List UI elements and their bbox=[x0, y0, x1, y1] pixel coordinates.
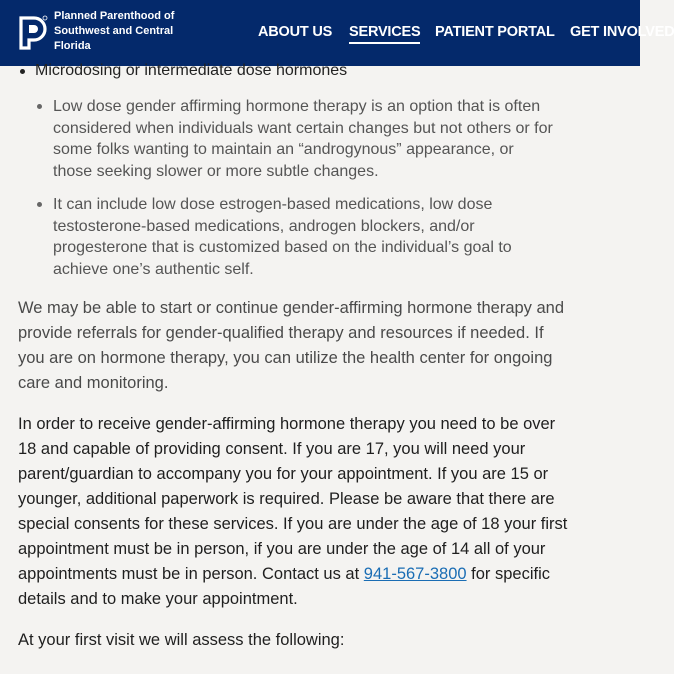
bullet-icon bbox=[20, 69, 25, 74]
bullet-text: Microdosing or intermediate dose hormones bbox=[35, 62, 348, 79]
list-item bbox=[35, 62, 347, 80]
sub-bullet-text-1: Low dose gender affirming hormone therapy is an option that is often considered when individuals want certain changes but not others or for some folks wanting to maintain an “androgynous” appearance, or those seeking slower or more subtle changes. bbox=[53, 98, 553, 180]
brand-line-3: Florida bbox=[54, 40, 91, 52]
sub-list-item bbox=[53, 96, 553, 182]
eligibility-text: In order to receive gender-affirming hormone therapy you need to be over 18 and capable of providing consent. If you are 17, you will need your parent/guardian to accompany you for your appointment. If you are 15 or younger, additional paperwork is required. Please be aware that there are special consents for these services. If you are under the age of 18 your first appointment must be in person, if you are under the age of 14 all of your appointments must be in person. Contact us at bbox=[18, 415, 568, 583]
sub-bullet-text-2: It can include low dose estrogen-based medications, low dose testosterone-based medications, androgen blockers, and/or progesterone that is customized based on the individual’s goal to achieve one’s authentic self. bbox=[53, 196, 512, 278]
nav-services[interactable]: SERVICES bbox=[349, 24, 420, 44]
eligibility-tail: for specific details and to make your appointment. bbox=[18, 565, 551, 608]
paragraph-eligibility bbox=[18, 412, 568, 612]
paragraph-hormone-therapy: We may be able to start or continue gender-affirming hormone therapy and provide referrals for gender-qualified therapy and resources if needed. If you are on hormone therapy, you can utilize the health center for ongoing care and monitoring. bbox=[18, 299, 565, 392]
planned-parenthood-logo-icon[interactable] bbox=[18, 14, 48, 50]
brand-line-2: Southwest and Central bbox=[54, 25, 174, 37]
paragraph-first-visit: At your first visit we will assess the following: bbox=[18, 631, 345, 649]
nav-about-us[interactable]: ABOUT US bbox=[258, 24, 333, 40]
phone-link[interactable]: 941-567-3800 bbox=[363, 565, 467, 583]
brand-line-1: Planned Parenthood of bbox=[54, 10, 175, 22]
bullet-icon bbox=[37, 202, 42, 207]
nav-get-involved[interactable]: GET INVOLVED bbox=[570, 24, 674, 40]
sub-list-item bbox=[53, 194, 553, 280]
nav-patient-portal[interactable]: PATIENT PORTAL bbox=[435, 24, 555, 40]
site-header bbox=[0, 0, 674, 66]
main-content bbox=[0, 62, 640, 674]
brand-name[interactable] bbox=[54, 9, 204, 54]
bullet-icon bbox=[37, 104, 42, 109]
